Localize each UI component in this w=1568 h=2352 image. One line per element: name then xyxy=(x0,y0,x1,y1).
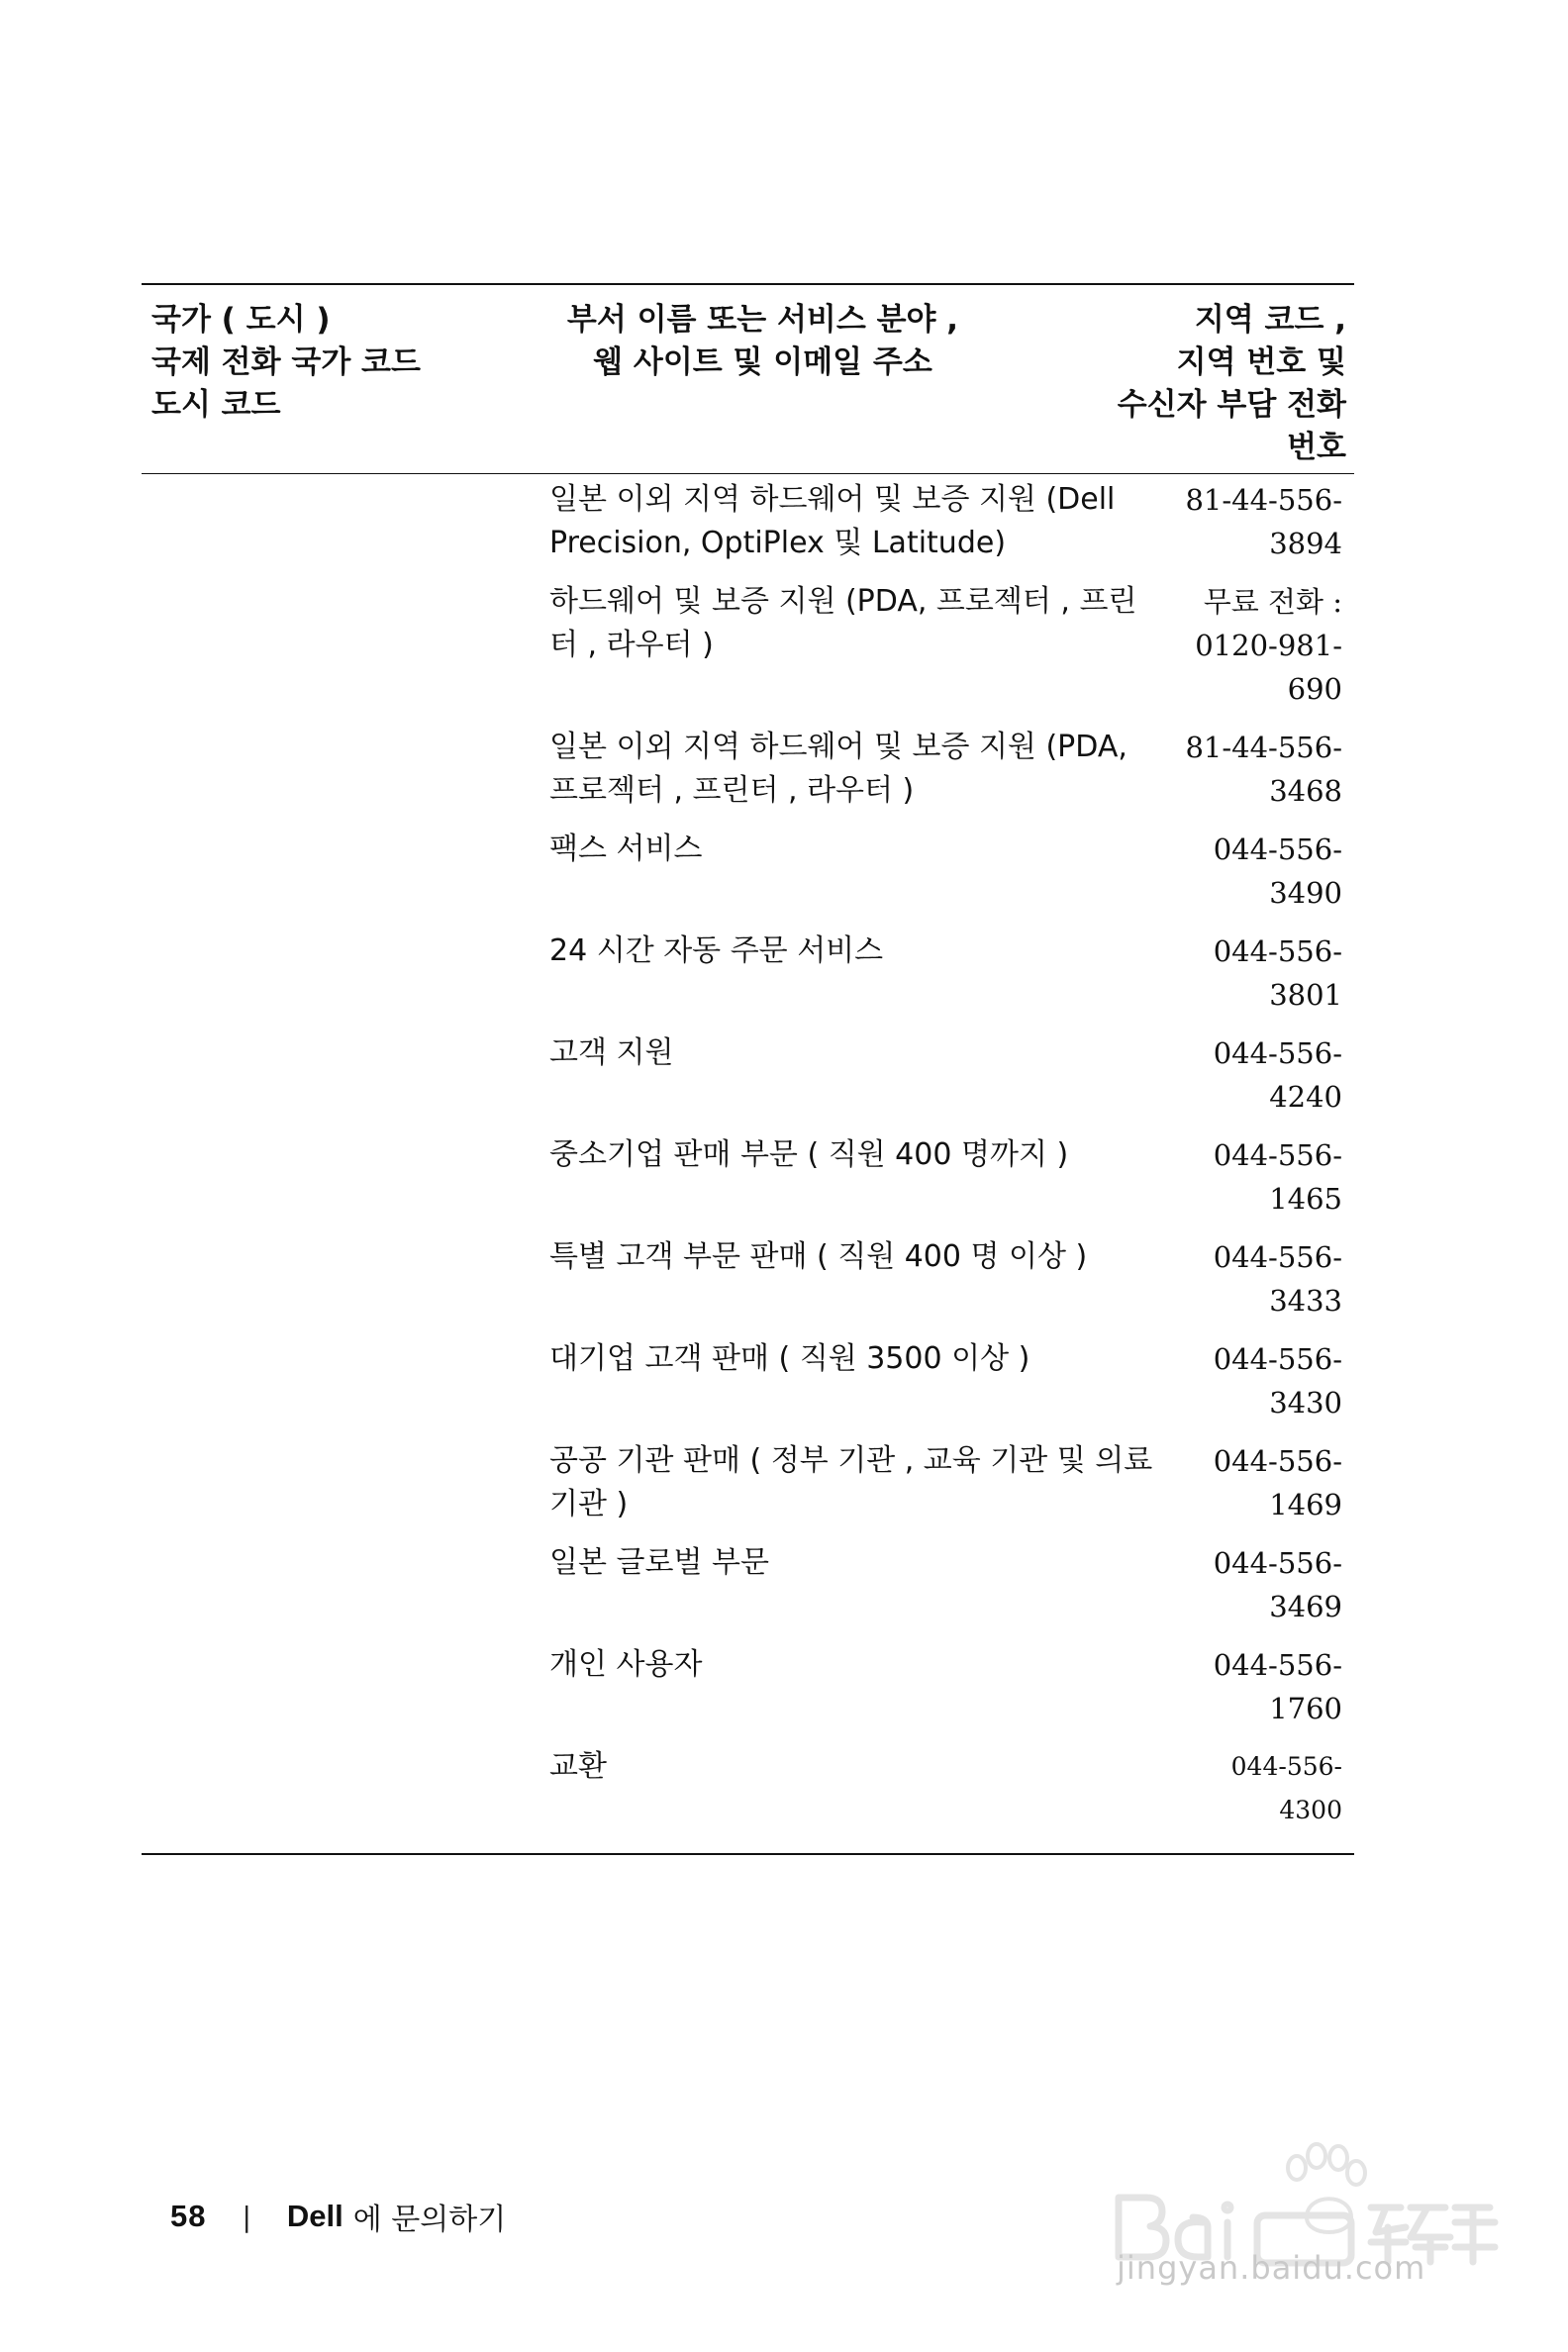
phone-cell: 무료 전화 : 0120-981-690 xyxy=(1195,585,1342,706)
table-row xyxy=(142,1031,1354,1133)
phone-cell: 044-556-3469 xyxy=(1213,1546,1342,1623)
contact-table xyxy=(142,283,1354,1855)
table-row xyxy=(142,1337,1354,1439)
phone-cell: 044-556-1465 xyxy=(1213,1138,1342,1216)
phone-cell: 044-556-3801 xyxy=(1213,934,1342,1012)
phone-cell: 044-556-3430 xyxy=(1213,1342,1342,1420)
footer-section-title: 에 문의하기 xyxy=(352,2203,507,2237)
table-row xyxy=(142,1133,1354,1235)
table-row xyxy=(142,1541,1354,1643)
service-cell: 특별 고객 부문 판매 ( 직원 400 명 이상 ) xyxy=(549,1239,1088,1274)
table-row xyxy=(142,1643,1354,1745)
service-cell: 일본 이외 지역 하드웨어 및 보증 지원 (PDA, 프로젝터 , 프린터 , 라우터 ) xyxy=(549,730,1127,808)
service-cell: 일본 이외 지역 하드웨어 및 보증 지원 (Dell Precision, OptiPlex 및 Latitude) xyxy=(549,482,1116,560)
service-cell: 개인 사용자 xyxy=(549,1647,703,1682)
baidu-watermark-url: jingyan.baidu.com xyxy=(1117,2249,1426,2287)
phone-cell: 044-556-1469 xyxy=(1213,1444,1342,1521)
service-cell: 하드웨어 및 보증 지원 (PDA, 프로젝터 , 프린터 , 라우터 ) xyxy=(549,584,1137,662)
phone-cell: 81-44-556-3894 xyxy=(1185,483,1342,560)
table-row xyxy=(142,478,1354,580)
service-cell: 고객 지원 xyxy=(549,1035,674,1070)
service-cell: 24 시간 자동 주문 서비스 xyxy=(549,933,884,968)
table-row xyxy=(142,1235,1354,1337)
service-cell: 중소기업 판매 부문 ( 직원 400 명까지 ) xyxy=(549,1137,1069,1172)
table-row xyxy=(142,828,1354,930)
phone-cell: 044-556-3490 xyxy=(1213,833,1342,910)
service-cell: 일본 글로벌 부문 xyxy=(549,1545,769,1580)
table-row xyxy=(142,1745,1354,1847)
table-row xyxy=(142,930,1354,1031)
header-country: 국가 ( 도시 ) 국제 전화 국가 코드 도시 코드 xyxy=(151,302,421,423)
service-cell: 대기업 고객 판매 ( 직원 3500 이상 ) xyxy=(549,1341,1030,1376)
header-phone: 지역 코드 , 지역 번호 및 수신자 부담 전화 번호 xyxy=(1117,302,1346,465)
page-footer xyxy=(170,2192,506,2241)
table-bottom-rule xyxy=(142,1853,1354,1855)
table-body xyxy=(142,474,1354,1853)
phone-cell: 81-44-556-3468 xyxy=(1185,731,1342,808)
footer-brand: Dell xyxy=(286,2199,343,2233)
service-cell: 교환 xyxy=(549,1749,607,1784)
phone-cell: 044-556-4240 xyxy=(1213,1036,1342,1114)
table-row xyxy=(142,1439,1354,1541)
phone-cell: 044-556-3433 xyxy=(1213,1240,1342,1318)
footer-divider: | xyxy=(242,2200,251,2233)
service-cell: 공공 기관 판매 ( 정부 기관 , 교육 기관 및 의료 기관 ) xyxy=(549,1443,1153,1521)
page-number: 58 xyxy=(170,2199,207,2233)
phone-cell: 044-556-4300 xyxy=(1230,1752,1342,1824)
header-service: 부서 이름 또는 서비스 분야 , 웹 사이트 및 이메일 주소 xyxy=(566,302,959,380)
phone-cell: 044-556-1760 xyxy=(1213,1648,1342,1725)
table-row xyxy=(142,726,1354,828)
table-header xyxy=(142,285,1354,473)
service-cell: 팩스 서비스 xyxy=(549,832,703,866)
table-row xyxy=(142,580,1354,726)
